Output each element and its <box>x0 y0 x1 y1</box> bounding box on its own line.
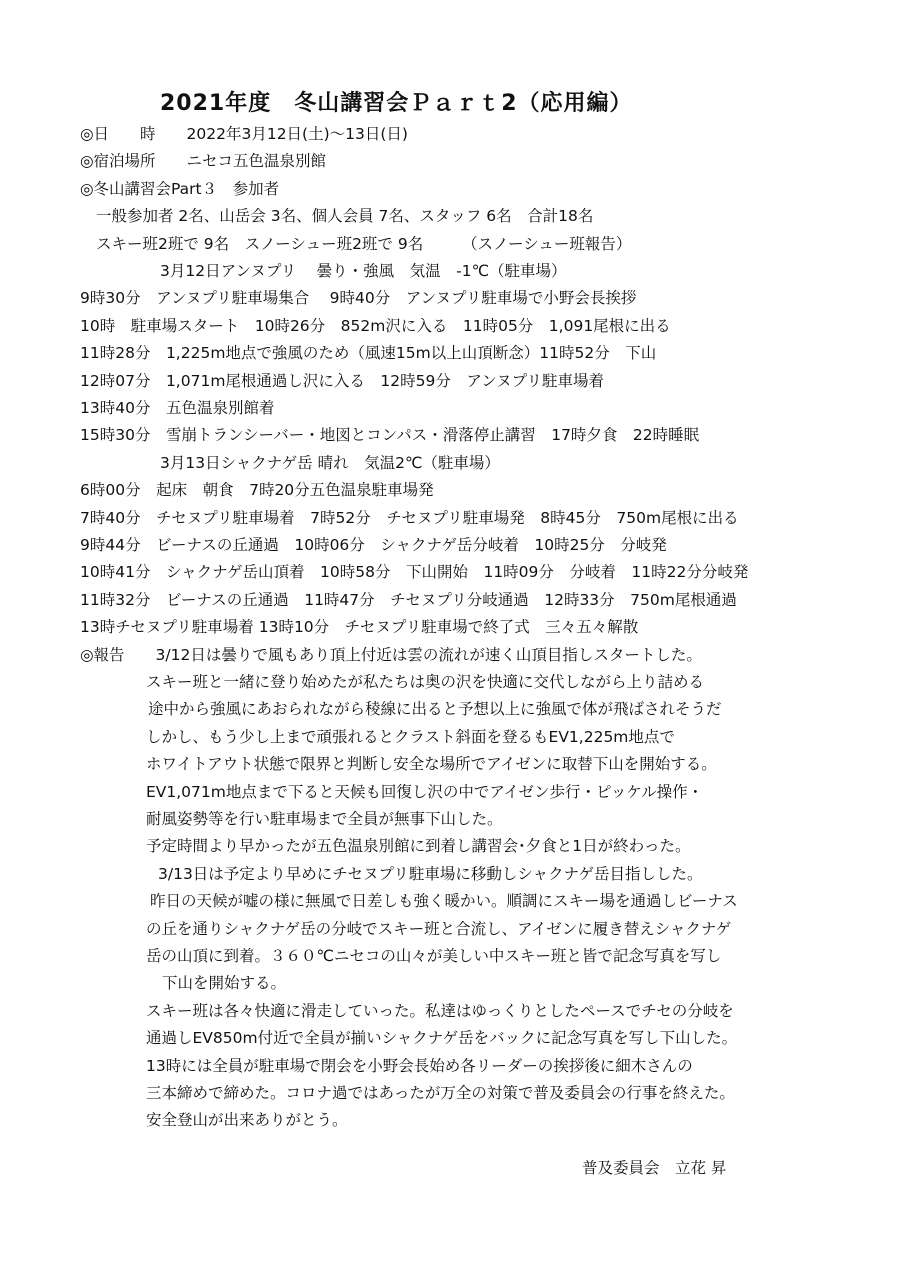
text-line: 昨日の天候が嘘の様に無風で日差しも強く暖かい。順調にスキー場を通過しビーナス <box>150 892 738 911</box>
text-line: 12時07分 1,071m尾根通過し沢に入る 12時59分 アンヌプリ駐車場着 <box>80 371 605 390</box>
text-line: 13時チセヌプリ駐車場着 13時10分 チセヌプリ駐車場で終了式 三々五々解散 <box>80 618 639 637</box>
text-line: EV1,071m地点まで下ると天候も回復し沢の中でアイゼン歩行・ピッケル操作・ <box>146 782 704 801</box>
text-line: 耐風姿勢等を行い駐車場まで全員が無事下山した。 <box>146 810 503 828</box>
text-line: ◎報告 3/12日は曇りで風もあり頂上付近は雲の流れが速く山頂目指しスタートした。 <box>80 645 702 664</box>
text-line: の丘を通りシャクナゲ岳の分岐でスキー班と合流し、アイゼンに履き替えシャクナゲ <box>146 919 732 938</box>
signature: 普及委員会 立花 昇 <box>582 1159 727 1177</box>
text-line: 15時30分 雪崩トランシーバー・地図とコンパス・滑落停止講習 17時夕食 22時睡眠 <box>80 426 700 445</box>
text-line: ホワイトアウト状態で限界と判断し安全な場所でアイゼンに取替下山を開始する。 <box>146 755 717 774</box>
text-line: 3月12日アンヌプリ 曇り・強風 気温 -1℃（駐車場） <box>160 262 567 280</box>
text-line: 3月13日シャクナゲ岳 晴れ 気温2℃（駐車場） <box>160 453 500 472</box>
document-title: 2021年度 冬山講習会Ｐａｒｔ2（応用編） <box>160 91 633 116</box>
text-line: 途中から強風にあおられながら稜線に出ると予想以上に強風で体が飛ばされそうだ <box>148 700 722 719</box>
text-line: 13時には全員が駐車場で閉会を小野会長始め各リーダーの挨拶後に細木さんの <box>146 1056 693 1075</box>
text-line: 10時 駐車場スタート 10時26分 852m沢に入る 11時05分 1,091尾根に出る <box>80 316 671 335</box>
text-line: 下山を開始する。 <box>162 974 287 993</box>
text-line: ◎宿泊場所 ニセコ五色温泉別館 <box>80 152 327 171</box>
text-line: スキー班は各々快適に滑走していった。私達はゆっくりとしたペースでチセの分岐を <box>146 1001 734 1020</box>
text-line: 9時44分 ビーナスの丘通過 10時06分 シャクナゲ岳分岐着 10時25分 分岐発 <box>80 536 667 554</box>
text-line: 6時00分 起床 朝食 7時20分五色温泉駐車場発 <box>80 481 434 500</box>
text-line: 11時28分 1,225m地点で強風のため（風速15m以上山頂断念）11時52分 下山 <box>80 344 657 363</box>
text-line: 通過しEV850m付近で全員が揃いシャクナゲ岳をバックに記念写真を写し下山した。 <box>146 1029 738 1048</box>
text-line: しかし、もう少し上まで頑張れるとクラスト斜面を登るもEV1,225m地点で <box>146 727 675 746</box>
text-line: ◎冬山講習会Part３ 参加者 <box>80 179 280 198</box>
text-line: 予定時間より早かったが五色温泉別館に到着し講習会･夕食と1日が終わった。 <box>146 837 691 856</box>
text-line: 三本締めで締めた。コロナ過ではあったが万全の対策で普及委員会の行事を終えた。 <box>146 1084 735 1102</box>
text-line: スキー班と一緒に登り始めたが私たちは奥の沢を快適に交代しながら上り詰める <box>146 673 705 691</box>
text-line: 9時30分 アンヌプリ駐車場集合 9時40分 アンヌプリ駐車場で小野会長挨拶 <box>80 289 637 308</box>
text-line: 一般参加者 2名、山岳会 3名、個人会員 7名、スタッフ 6名 合計18名 <box>96 207 594 226</box>
text-line: 11時32分 ビーナスの丘通過 11時47分 チセヌプリ分岐通過 12時33分 750m尾根通過 <box>80 590 737 609</box>
text-line: スキー班2班で 9名 スノーシュー班2班で 9名 （スノーシュー班報告） <box>96 234 632 253</box>
text-line: 10時41分 シャクナゲ岳山頂着 10時58分 下山開始 11時09分 分岐着 11時22分分岐発 <box>80 563 749 582</box>
text-line: 岳の山頂に到着。３６０℃ニセコの山々が美しい中スキー班と皆で記念写真を写し <box>146 947 722 965</box>
text-line: 7時40分 チセヌプリ駐車場着 7時52分 チセヌプリ駐車場発 8時45分 750m尾根に出る <box>80 508 739 527</box>
text-line: 3/13日は予定より早めにチセヌプリ駐車場に移動しシャクナゲ岳目指しした。 <box>158 864 703 883</box>
text-line: ◎日 時 2022年3月12日(土)～13日(日) <box>80 125 408 143</box>
text-line: 13時40分 五色温泉別館着 <box>80 399 275 417</box>
text-line: 安全登山が出来ありがとう。 <box>146 1111 348 1130</box>
